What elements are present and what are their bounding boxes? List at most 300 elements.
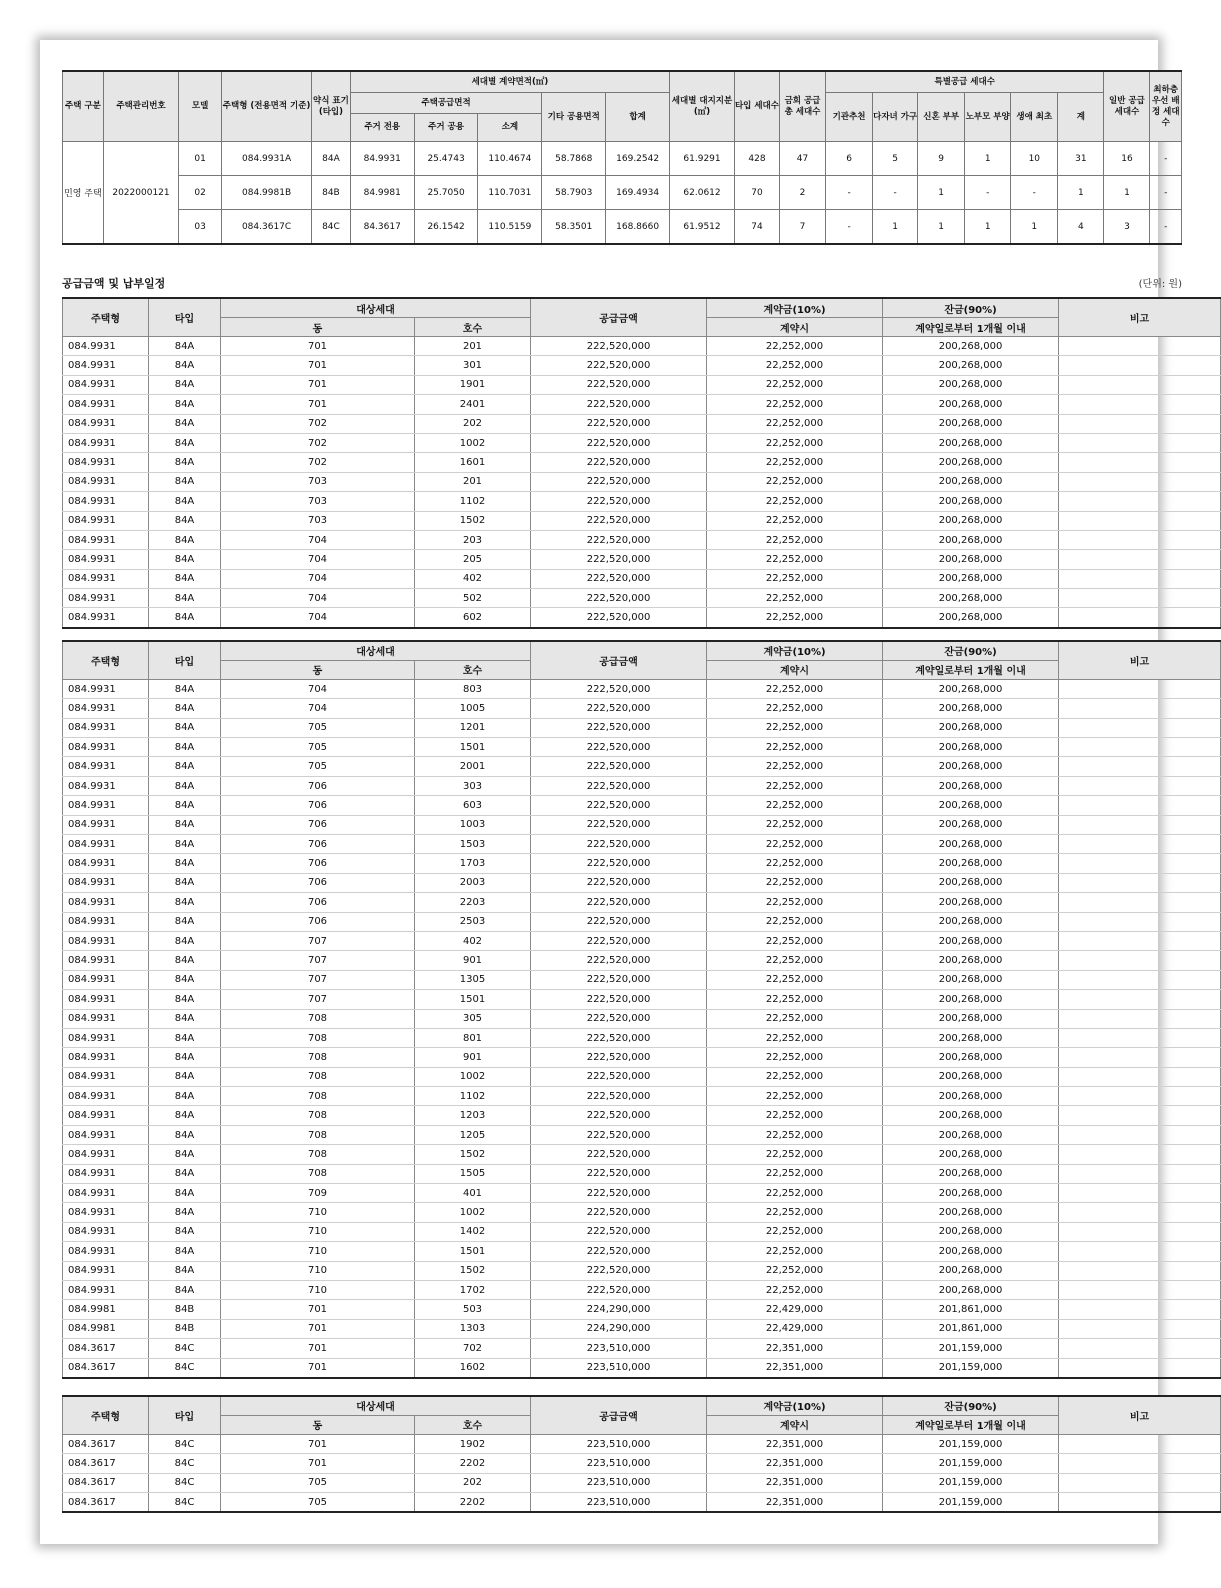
deposit-cell: 22,252,000 bbox=[707, 738, 883, 757]
balance-cell: 200,268,000 bbox=[883, 1280, 1059, 1299]
house-type-cell: 084.9931 bbox=[63, 1184, 149, 1203]
hdr-note: 비고 bbox=[1059, 1396, 1221, 1435]
summary-cell-other: 58.7868 bbox=[542, 142, 606, 176]
hdr-deposit-when: 계약시 bbox=[707, 318, 883, 337]
hdr-type: 타입 bbox=[149, 641, 221, 680]
price-cell: 222,520,000 bbox=[531, 854, 707, 873]
dong-cell: 706 bbox=[221, 776, 415, 795]
hdr-ho: 호수 bbox=[415, 1415, 531, 1434]
dong-cell: 701 bbox=[221, 1454, 415, 1473]
note-cell bbox=[1059, 718, 1221, 737]
summary-cell-newly: 9 bbox=[918, 142, 965, 176]
ho-cell: 2001 bbox=[415, 757, 531, 776]
ho-cell: 305 bbox=[415, 1009, 531, 1028]
house-type-cell: 084.9931 bbox=[63, 395, 149, 414]
type-cell: 84A bbox=[149, 796, 221, 815]
table-row bbox=[63, 990, 1221, 1009]
ho-cell: 1305 bbox=[415, 970, 531, 989]
balance-cell: 200,268,000 bbox=[883, 608, 1059, 628]
dong-cell: 707 bbox=[221, 990, 415, 1009]
ho-cell: 203 bbox=[415, 530, 531, 549]
dong-cell: 708 bbox=[221, 1009, 415, 1028]
deposit-cell: 22,351,000 bbox=[707, 1339, 883, 1358]
table-row bbox=[63, 718, 1221, 737]
balance-cell: 200,268,000 bbox=[883, 834, 1059, 853]
balance-cell: 200,268,000 bbox=[883, 1009, 1059, 1028]
hdr-note: 비고 bbox=[1059, 298, 1221, 337]
deposit-cell: 22,252,000 bbox=[707, 608, 883, 628]
unit-summary-table bbox=[62, 70, 1182, 245]
dong-cell: 704 bbox=[221, 530, 415, 549]
price-cell: 223,510,000 bbox=[531, 1473, 707, 1492]
hdr-model: 모델 bbox=[179, 71, 222, 142]
note-cell bbox=[1059, 854, 1221, 873]
hdr-res-exclusive: 주거 전용 bbox=[350, 114, 414, 142]
note-cell bbox=[1059, 912, 1221, 931]
hdr-ho: 호수 bbox=[415, 660, 531, 679]
ho-cell: 1502 bbox=[415, 1261, 531, 1280]
hdr-balance-when: 계약일로부터 1개월 이내 bbox=[883, 660, 1059, 679]
deposit-cell: 22,252,000 bbox=[707, 1048, 883, 1067]
price-cell: 222,520,000 bbox=[531, 1048, 707, 1067]
price-table bbox=[62, 297, 1221, 629]
deposit-cell: 22,252,000 bbox=[707, 912, 883, 931]
ho-cell: 205 bbox=[415, 550, 531, 569]
note-cell bbox=[1059, 550, 1221, 569]
dong-cell: 705 bbox=[221, 718, 415, 737]
dong-cell: 708 bbox=[221, 1125, 415, 1144]
summary-row bbox=[63, 142, 1182, 176]
type-cell: 84B bbox=[149, 1300, 221, 1319]
table-row bbox=[63, 834, 1221, 853]
unit-note: (단위: 원) bbox=[1138, 279, 1182, 290]
dong-cell: 706 bbox=[221, 893, 415, 912]
price-cell: 223,510,000 bbox=[531, 1339, 707, 1358]
dong-cell: 701 bbox=[221, 375, 415, 394]
ho-cell: 603 bbox=[415, 796, 531, 815]
hdr-target: 대상세대 bbox=[221, 1396, 531, 1416]
dong-cell: 701 bbox=[221, 1434, 415, 1453]
summary-cell-land: 61.9512 bbox=[670, 210, 735, 245]
section-header bbox=[62, 245, 1182, 297]
type-cell: 84C bbox=[149, 1358, 221, 1378]
dong-cell: 701 bbox=[221, 1358, 415, 1378]
summary-cell-first: 1 bbox=[1011, 210, 1058, 245]
balance-cell: 200,268,000 bbox=[883, 337, 1059, 356]
deposit-cell: 22,252,000 bbox=[707, 414, 883, 433]
hdr-first-life: 생애 최초 bbox=[1011, 93, 1058, 142]
summary-cell-supply: 7 bbox=[779, 210, 825, 245]
deposit-cell: 22,252,000 bbox=[707, 757, 883, 776]
hdr-balance-when: 계약일로부터 1개월 이내 bbox=[883, 1415, 1059, 1434]
house-type-cell: 084.9931 bbox=[63, 1261, 149, 1280]
note-cell bbox=[1059, 414, 1221, 433]
type-cell: 84A bbox=[149, 776, 221, 795]
note-cell bbox=[1059, 530, 1221, 549]
deposit-cell: 22,252,000 bbox=[707, 492, 883, 511]
summary-cell-inst: 6 bbox=[826, 142, 873, 176]
ho-cell: 1402 bbox=[415, 1222, 531, 1241]
table-gap bbox=[62, 1379, 1182, 1395]
type-cell: 84A bbox=[149, 718, 221, 737]
price-table bbox=[62, 1395, 1221, 1514]
type-cell: 84A bbox=[149, 1242, 221, 1261]
note-cell bbox=[1059, 1242, 1221, 1261]
hdr-institution: 기관추천 bbox=[826, 93, 873, 142]
hdr-price: 공급금액 bbox=[531, 1396, 707, 1435]
dong-cell: 705 bbox=[221, 1473, 415, 1492]
deposit-cell: 22,252,000 bbox=[707, 472, 883, 491]
balance-cell: 201,861,000 bbox=[883, 1300, 1059, 1319]
house-type-cell: 084.3617 bbox=[63, 1339, 149, 1358]
ho-cell: 502 bbox=[415, 589, 531, 608]
ho-cell: 1203 bbox=[415, 1106, 531, 1125]
dong-cell: 707 bbox=[221, 951, 415, 970]
table-row bbox=[63, 679, 1221, 698]
type-cell: 84A bbox=[149, 1222, 221, 1241]
ho-cell: 602 bbox=[415, 608, 531, 628]
deposit-cell: 22,252,000 bbox=[707, 395, 883, 414]
note-cell bbox=[1059, 492, 1221, 511]
price-cell: 222,520,000 bbox=[531, 990, 707, 1009]
dong-cell: 701 bbox=[221, 395, 415, 414]
house-type-cell: 084.3617 bbox=[63, 1358, 149, 1378]
summary-cell-newly: 1 bbox=[918, 210, 965, 245]
table-row bbox=[63, 776, 1221, 795]
price-cell: 222,520,000 bbox=[531, 776, 707, 795]
deposit-cell: 22,351,000 bbox=[707, 1358, 883, 1378]
table-row bbox=[63, 1222, 1221, 1241]
hdr-type: 타입 bbox=[149, 1396, 221, 1435]
house-type-cell: 084.9931 bbox=[63, 834, 149, 853]
summary-cell-common: 25.4743 bbox=[414, 142, 478, 176]
dong-cell: 706 bbox=[221, 834, 415, 853]
table-row bbox=[63, 569, 1221, 588]
price-cell: 223,510,000 bbox=[531, 1454, 707, 1473]
price-cell: 222,520,000 bbox=[531, 738, 707, 757]
ho-cell: 2003 bbox=[415, 873, 531, 892]
type-cell: 84A bbox=[149, 1028, 221, 1047]
ho-cell: 2202 bbox=[415, 1493, 531, 1513]
type-cell: 84A bbox=[149, 1261, 221, 1280]
deposit-cell: 22,351,000 bbox=[707, 1454, 883, 1473]
price-cell: 222,520,000 bbox=[531, 1164, 707, 1183]
ho-cell: 301 bbox=[415, 356, 531, 375]
hdr-contract-area: 세대별 계약면적(㎡) bbox=[350, 71, 669, 93]
note-cell bbox=[1059, 375, 1221, 394]
ho-cell: 402 bbox=[415, 931, 531, 950]
house-type-cell: 084.3617 bbox=[63, 1434, 149, 1453]
ho-cell: 1505 bbox=[415, 1164, 531, 1183]
deposit-cell: 22,351,000 bbox=[707, 1434, 883, 1453]
summary-cell-short: 84C bbox=[312, 210, 351, 245]
note-cell bbox=[1059, 1493, 1221, 1513]
type-cell: 84A bbox=[149, 1145, 221, 1164]
ho-cell: 2203 bbox=[415, 893, 531, 912]
note-cell bbox=[1059, 873, 1221, 892]
dong-cell: 701 bbox=[221, 1319, 415, 1338]
ho-cell: 1003 bbox=[415, 815, 531, 834]
type-cell: 84A bbox=[149, 511, 221, 530]
dong-cell: 701 bbox=[221, 1339, 415, 1358]
table-row bbox=[63, 1164, 1221, 1183]
price-cell: 222,520,000 bbox=[531, 472, 707, 491]
hdr-lowest-priority: 최하층 우선 배정 세대수 bbox=[1150, 71, 1182, 142]
note-cell bbox=[1059, 1339, 1221, 1358]
deposit-cell: 22,351,000 bbox=[707, 1473, 883, 1492]
note-cell bbox=[1059, 1106, 1221, 1125]
house-type-cell: 084.9981 bbox=[63, 1319, 149, 1338]
price-cell: 222,520,000 bbox=[531, 433, 707, 452]
balance-cell: 200,268,000 bbox=[883, 1184, 1059, 1203]
dong-cell: 701 bbox=[221, 356, 415, 375]
deposit-cell: 22,252,000 bbox=[707, 931, 883, 950]
ho-cell: 1501 bbox=[415, 990, 531, 1009]
deposit-cell: 22,429,000 bbox=[707, 1300, 883, 1319]
hdr-dong: 동 bbox=[221, 1415, 415, 1434]
type-cell: 84A bbox=[149, 569, 221, 588]
price-cell: 224,290,000 bbox=[531, 1300, 707, 1319]
dong-cell: 702 bbox=[221, 414, 415, 433]
dong-cell: 706 bbox=[221, 796, 415, 815]
house-type-cell: 084.9931 bbox=[63, 931, 149, 950]
price-cell: 223,510,000 bbox=[531, 1434, 707, 1453]
summary-cell-general: 3 bbox=[1104, 210, 1150, 245]
deposit-cell: 22,252,000 bbox=[707, 776, 883, 795]
type-cell: 84A bbox=[149, 1125, 221, 1144]
type-cell: 84A bbox=[149, 356, 221, 375]
ho-cell: 901 bbox=[415, 1048, 531, 1067]
house-type-cell: 084.9931 bbox=[63, 699, 149, 718]
balance-cell: 200,268,000 bbox=[883, 757, 1059, 776]
type-cell: 84A bbox=[149, 453, 221, 472]
ho-cell: 1501 bbox=[415, 1242, 531, 1261]
house-type-cell: 084.9931 bbox=[63, 1164, 149, 1183]
table-row bbox=[63, 1028, 1221, 1047]
house-type-cell: 084.9931 bbox=[63, 854, 149, 873]
note-cell bbox=[1059, 1434, 1221, 1453]
house-type-cell: 084.9931 bbox=[63, 530, 149, 549]
note-cell bbox=[1059, 1087, 1221, 1106]
house-type-cell: 084.9931 bbox=[63, 1242, 149, 1261]
hdr-multi-child: 다자녀 가구 bbox=[873, 93, 918, 142]
ho-cell: 401 bbox=[415, 1184, 531, 1203]
note-cell bbox=[1059, 1358, 1221, 1378]
balance-cell: 201,159,000 bbox=[883, 1339, 1059, 1358]
price-cell: 222,520,000 bbox=[531, 1106, 707, 1125]
house-type-cell: 084.9931 bbox=[63, 472, 149, 491]
table-row bbox=[63, 854, 1221, 873]
note-cell bbox=[1059, 776, 1221, 795]
balance-cell: 200,268,000 bbox=[883, 1261, 1059, 1280]
price-cell: 222,520,000 bbox=[531, 970, 707, 989]
type-cell: 84A bbox=[149, 834, 221, 853]
price-cell: 222,520,000 bbox=[531, 356, 707, 375]
balance-cell: 201,159,000 bbox=[883, 1434, 1059, 1453]
price-cell: 222,520,000 bbox=[531, 815, 707, 834]
hdr-house-type: 주택형 (전용면적 기준) bbox=[222, 71, 312, 142]
note-cell bbox=[1059, 1145, 1221, 1164]
balance-cell: 200,268,000 bbox=[883, 395, 1059, 414]
balance-cell: 200,268,000 bbox=[883, 796, 1059, 815]
price-tables bbox=[62, 297, 1182, 1513]
house-type-cell: 084.9931 bbox=[63, 1106, 149, 1125]
house-type-cell: 084.9931 bbox=[63, 414, 149, 433]
summary-cell-type: 084.3617C bbox=[222, 210, 312, 245]
dong-cell: 704 bbox=[221, 679, 415, 698]
summary-cell-general: 16 bbox=[1104, 142, 1150, 176]
price-cell: 222,520,000 bbox=[531, 679, 707, 698]
note-cell bbox=[1059, 990, 1221, 1009]
price-cell: 222,520,000 bbox=[531, 1261, 707, 1280]
ho-cell: 2202 bbox=[415, 1454, 531, 1473]
price-cell: 222,520,000 bbox=[531, 951, 707, 970]
summary-cell-other: 58.7903 bbox=[542, 176, 606, 210]
deposit-cell: 22,252,000 bbox=[707, 679, 883, 698]
dong-cell: 710 bbox=[221, 1222, 415, 1241]
note-cell bbox=[1059, 738, 1221, 757]
balance-cell: 200,268,000 bbox=[883, 492, 1059, 511]
ho-cell: 1002 bbox=[415, 433, 531, 452]
dong-cell: 709 bbox=[221, 1184, 415, 1203]
house-type-cell: 084.3617 bbox=[63, 1473, 149, 1492]
dong-cell: 708 bbox=[221, 1067, 415, 1086]
house-type-cell: 084.9931 bbox=[63, 453, 149, 472]
dong-cell: 708 bbox=[221, 1048, 415, 1067]
table-gap bbox=[62, 629, 1182, 640]
price-cell: 222,520,000 bbox=[531, 1028, 707, 1047]
house-type-cell: 084.9931 bbox=[63, 951, 149, 970]
balance-cell: 200,268,000 bbox=[883, 990, 1059, 1009]
price-cell: 222,520,000 bbox=[531, 912, 707, 931]
house-category-cell: 민영 주택 bbox=[63, 142, 104, 245]
dong-cell: 706 bbox=[221, 873, 415, 892]
price-cell: 222,520,000 bbox=[531, 718, 707, 737]
house-type-cell: 084.9931 bbox=[63, 796, 149, 815]
balance-cell: 200,268,000 bbox=[883, 951, 1059, 970]
table-row bbox=[63, 589, 1221, 608]
hdr-other-common: 기타 공용면적 bbox=[542, 93, 606, 142]
note-cell bbox=[1059, 1164, 1221, 1183]
hdr-deposit: 계약금(10%) bbox=[707, 1396, 883, 1416]
house-type-cell: 084.9931 bbox=[63, 492, 149, 511]
hdr-house-type: 주택형 bbox=[63, 641, 149, 680]
house-type-cell: 084.9931 bbox=[63, 608, 149, 628]
note-cell bbox=[1059, 796, 1221, 815]
balance-cell: 200,268,000 bbox=[883, 970, 1059, 989]
table-row bbox=[63, 970, 1221, 989]
summary-cell-type: 084.9981B bbox=[222, 176, 312, 210]
price-cell: 222,520,000 bbox=[531, 608, 707, 628]
summary-cell-other: 58.3501 bbox=[542, 210, 606, 245]
table-row bbox=[63, 1125, 1221, 1144]
table-row bbox=[63, 492, 1221, 511]
deposit-cell: 22,429,000 bbox=[707, 1319, 883, 1338]
note-cell bbox=[1059, 1067, 1221, 1086]
ho-cell: 402 bbox=[415, 569, 531, 588]
hdr-management-no: 주택관리번호 bbox=[103, 71, 178, 142]
hdr-general-supply: 일반 공급 세대수 bbox=[1104, 71, 1150, 142]
hdr-supply-total: 금회 공급 총 세대수 bbox=[779, 71, 825, 142]
price-cell: 222,520,000 bbox=[531, 1125, 707, 1144]
deposit-cell: 22,252,000 bbox=[707, 951, 883, 970]
hdr-balance: 잔금(90%) bbox=[883, 641, 1059, 661]
ho-cell: 1102 bbox=[415, 1087, 531, 1106]
table-row bbox=[63, 1203, 1221, 1222]
dong-cell: 704 bbox=[221, 569, 415, 588]
table-row bbox=[63, 757, 1221, 776]
hdr-type-units: 타입 세대수 bbox=[734, 71, 779, 142]
summary-cell-sum: 4 bbox=[1058, 210, 1104, 245]
deposit-cell: 22,252,000 bbox=[707, 1164, 883, 1183]
dong-cell: 707 bbox=[221, 970, 415, 989]
hdr-house-type: 주택형 bbox=[63, 298, 149, 337]
summary-cell-elder: 1 bbox=[965, 210, 1011, 245]
type-cell: 84A bbox=[149, 1087, 221, 1106]
balance-cell: 200,268,000 bbox=[883, 569, 1059, 588]
summary-cell-lowest: - bbox=[1150, 210, 1182, 245]
dong-cell: 710 bbox=[221, 1242, 415, 1261]
deposit-cell: 22,252,000 bbox=[707, 1222, 883, 1241]
house-type-cell: 084.9931 bbox=[63, 1280, 149, 1299]
table-row bbox=[63, 414, 1221, 433]
note-cell bbox=[1059, 1454, 1221, 1473]
table-row bbox=[63, 1106, 1221, 1125]
house-type-cell: 084.9931 bbox=[63, 337, 149, 356]
summary-cell-units: 428 bbox=[734, 142, 779, 176]
balance-cell: 200,268,000 bbox=[883, 815, 1059, 834]
document-page bbox=[40, 40, 1182, 1544]
note-cell bbox=[1059, 757, 1221, 776]
price-cell: 222,520,000 bbox=[531, 757, 707, 776]
summary-cell-multi: - bbox=[873, 176, 918, 210]
house-type-cell: 084.9931 bbox=[63, 990, 149, 1009]
dong-cell: 701 bbox=[221, 1300, 415, 1319]
hdr-dong: 동 bbox=[221, 660, 415, 679]
table-row bbox=[63, 1184, 1221, 1203]
hdr-sum: 계 bbox=[1058, 93, 1104, 142]
table-row bbox=[63, 796, 1221, 815]
dong-cell: 708 bbox=[221, 1028, 415, 1047]
dong-cell: 710 bbox=[221, 1261, 415, 1280]
type-cell: 84A bbox=[149, 679, 221, 698]
balance-cell: 200,268,000 bbox=[883, 738, 1059, 757]
ho-cell: 1002 bbox=[415, 1203, 531, 1222]
note-cell bbox=[1059, 1203, 1221, 1222]
balance-cell: 200,268,000 bbox=[883, 931, 1059, 950]
deposit-cell: 22,351,000 bbox=[707, 1493, 883, 1513]
balance-cell: 200,268,000 bbox=[883, 1106, 1059, 1125]
deposit-cell: 22,252,000 bbox=[707, 1125, 883, 1144]
hdr-supply-area: 주택공급면적 bbox=[350, 93, 542, 114]
price-cell: 222,520,000 bbox=[531, 1280, 707, 1299]
type-cell: 84A bbox=[149, 1067, 221, 1086]
summary-cell-subtotal: 110.7031 bbox=[478, 176, 542, 210]
deposit-cell: 22,252,000 bbox=[707, 834, 883, 853]
type-cell: 84A bbox=[149, 1009, 221, 1028]
house-type-cell: 084.9931 bbox=[63, 893, 149, 912]
house-type-cell: 084.9931 bbox=[63, 1222, 149, 1241]
ho-cell: 1002 bbox=[415, 1067, 531, 1086]
summary-cell-type: 084.9931A bbox=[222, 142, 312, 176]
ho-cell: 303 bbox=[415, 776, 531, 795]
ho-cell: 1902 bbox=[415, 1434, 531, 1453]
price-cell: 222,520,000 bbox=[531, 375, 707, 394]
ho-cell: 201 bbox=[415, 472, 531, 491]
dong-cell: 708 bbox=[221, 1087, 415, 1106]
note-cell bbox=[1059, 1125, 1221, 1144]
price-cell: 222,520,000 bbox=[531, 1009, 707, 1028]
